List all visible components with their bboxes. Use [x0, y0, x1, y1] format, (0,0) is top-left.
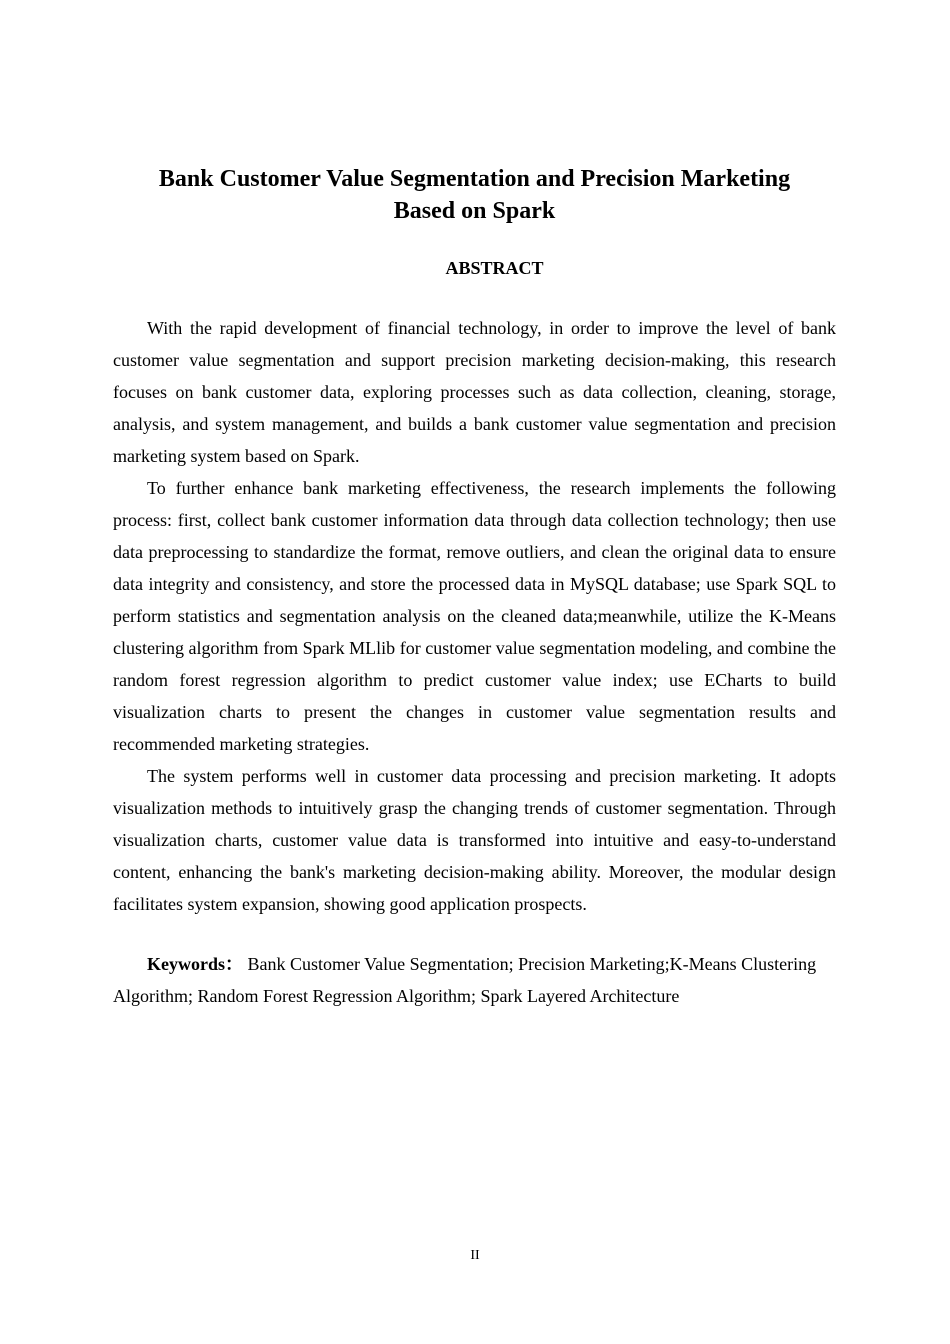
- abstract-body: [113, 312, 836, 920]
- paper-title-line-2: Based on Spark: [393, 198, 556, 224]
- paper-title-line-1: Bank Customer Value Segmentation and Precision Marketing: [158, 166, 791, 192]
- page-number: II: [470, 1248, 480, 1263]
- paper-title: [113, 163, 836, 227]
- abstract-paragraph-2: To further enhance bank marketing effectiveness, the research implements the following process: first, collect bank customer information data through data collection technology; then use data preprocessing to standardize the format, remove outliers, and clean the original data to ensure data integrity and consistency, and store the processed data in MySQL database; use Spark SQL to perform statistics and segmentation analysis on the cleaned data;meanwhile, utilize the K-Means clustering algorithm from Spark MLlib for customer value segmentation modeling, and combine the random forest regression algorithm to predict customer value index; use ECharts to build visualization charts to present the changes in customer value segmentation results and recommended marketing strategies.: [113, 478, 836, 754]
- keywords-label: Keywords：: [147, 954, 243, 974]
- keywords-text: Bank Customer Value Segmentation; Precision Marketing;K-Means Clustering Algorithm; Random Forest Regression Algorithm; Spark Layered Architecture: [113, 954, 817, 1006]
- abstract-heading: ABSTRACT: [445, 258, 544, 278]
- abstract-paragraph-1: With the rapid development of financial technology, in order to improve the level of bank customer value segmentation and support precision marketing decision-making, this research focuses on bank customer data, exploring processes such as data collection, cleaning, storage, analysis, and system management, and builds a bank customer value segmentation and precision marketing system based on Spark.: [113, 318, 836, 466]
- keywords-section: [113, 948, 836, 1012]
- abstract-paragraph-3: The system performs well in customer data processing and precision marketing. It adopts visualization methods to intuitively grasp the changing trends of customer segmentation. Through visualization charts, customer value data is transformed into intuitive and easy-to-understand content, enhancing the bank's marketing decision-making ability. Moreover, the modular design facilitates system expansion, showing good application prospects.: [113, 766, 836, 914]
